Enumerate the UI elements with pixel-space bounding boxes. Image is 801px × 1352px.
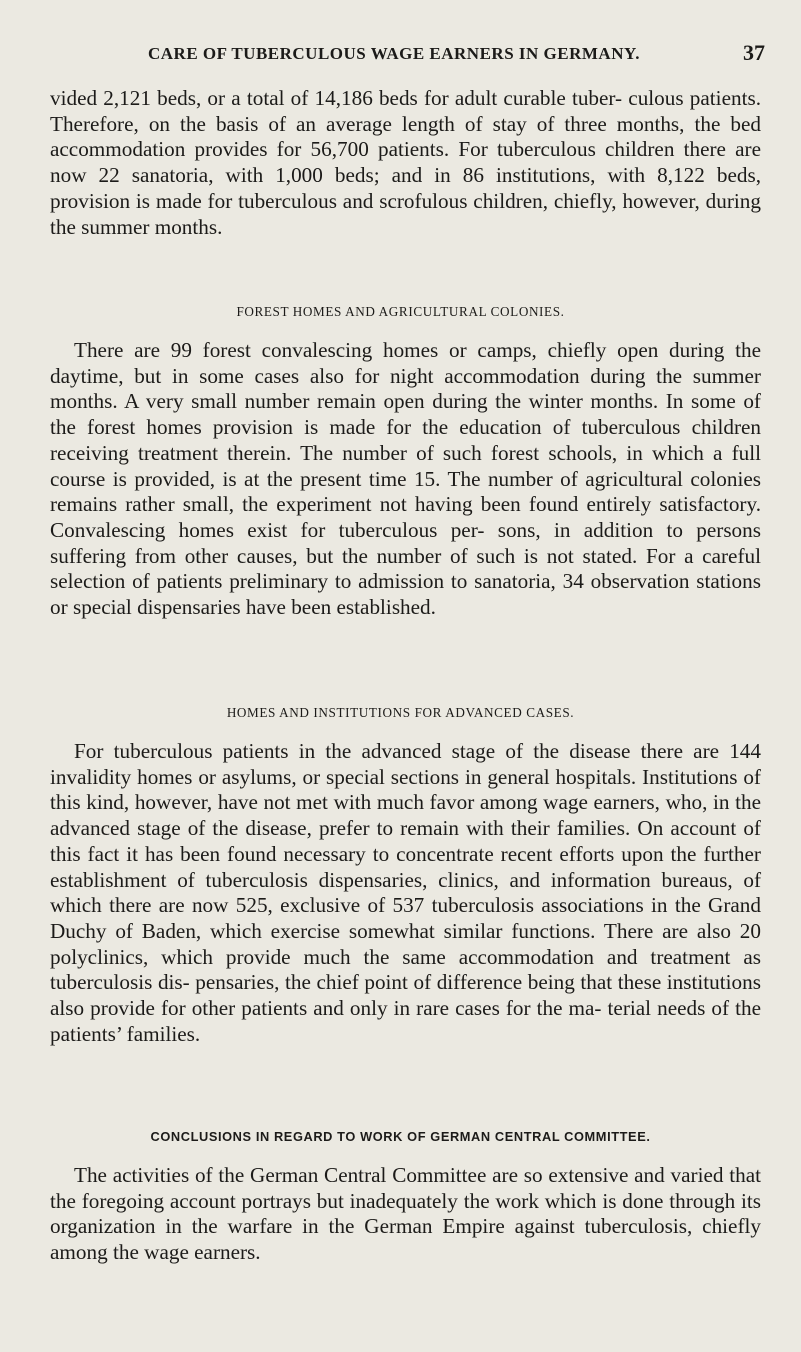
paragraph-advanced-cases: For tuberculous patients in the advanced stage of the disease there are 144 invalidity homes or asylums, or special sections in general hospitals. Institutions of this kind, however, have not met with much favor among wage earners, who, in the advanced stage of the disease, prefer to remain with their families. On account of this fact it has been found necessary to concentrate recent efforts upon the further establishment of tuberculosis dispensaries, clinics, and information bureaus, of which there are now 525, exclusive of 537 tuberculosis associations in the Grand Duchy of Baden, which exercise somewhat similar functions. There are also 20 polyclinics, which provide much the same accommodation and treatment as tuberculosis dis- pensaries, the chief point of difference being that these institutions also provide for other patients and only in rare cases for the ma- terial needs of the patients’ families. xyxy=(50,739,761,1046)
page-number: 37 xyxy=(743,40,765,65)
section-heading-advanced-cases: HOMES AND INSTITUTIONS FOR ADVANCED CASES. xyxy=(226,705,575,720)
paragraph-conclusions: The activities of the German Central Committee are so extensive and varied that the foregoing account portrays but inadequately the work which is done through its organization in the warfare in the German Empire against tuberculosis, chiefly among the wage earners. xyxy=(50,1163,761,1265)
paragraph-forest-homes: There are 99 forest convalescing homes or camps, chiefly open during the daytime, but in some cases also for night accommodation during the summer months. A very small number remain open during the winter months. In some of the forest homes provision is made for the education of tuberculous children receiving treatment therein. The number of such forest schools, in which a full course is provided, is at the present time 15. The number of agricultural colonies remains rather small, the experiment not having been found entirely satisfactory. Convalescing homes exist for tuberculous per- sons, in addition to persons suffering from other causes, but the number of such is not stated. For a careful selection of patients preliminary to admission to sanatoria, 34 observation stations or special dispensaries have been established. xyxy=(50,338,761,620)
section-heading-forest-homes: FOREST HOMES AND AGRICULTURAL COLONIES. xyxy=(236,304,565,319)
paragraph-continuation: vided 2,121 beds, or a total of 14,186 beds for adult curable tuber- culous patients. Therefore, on the basis of an average length of stay of three months, the bed accommodation provides for 56,700 patients. For tuberculous children there are now 22 sanatoria, with 1,000 beds; and in 86 institutions, with 8,122 beds, provision is made for tuberculous and scrofulous children, chiefly, however, during the summer months. xyxy=(50,86,761,239)
running-title: CARE OF TUBERCULOUS WAGE EARNERS IN GERMANY. xyxy=(148,44,640,63)
section-heading-conclusions: CONCLUSIONS IN REGARD TO WORK OF GERMAN CENTRAL COMMITTEE. xyxy=(150,1129,651,1144)
